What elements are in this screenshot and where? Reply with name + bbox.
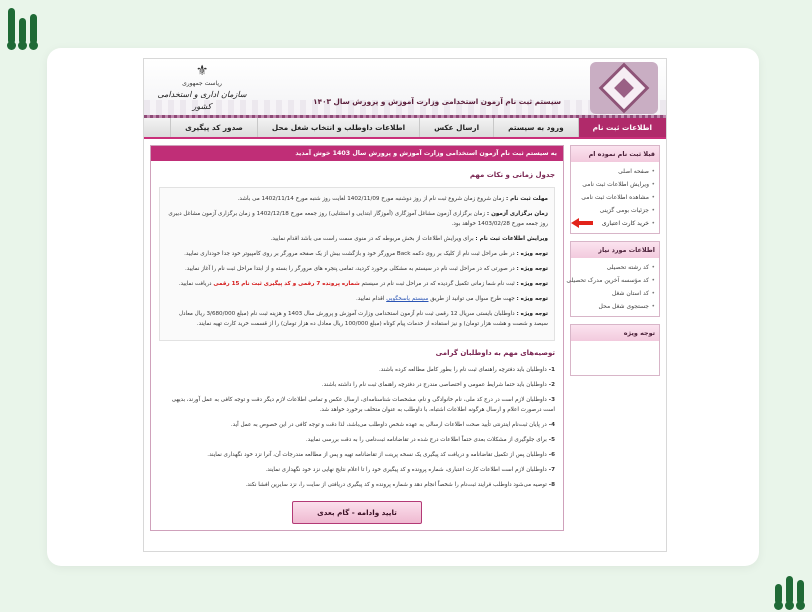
schedule-box bbox=[159, 187, 555, 341]
paragraph: توجه ویژه : در طی مراحل ثبت نام از کلیک بر روی دکمه Back مرورگر خود و بازگشت بیش از یک صفحه مرورگر بر روی کامپیوتر خود جدا خودداری نمایید. bbox=[184, 251, 548, 257]
browser-page bbox=[143, 58, 667, 552]
sidebar bbox=[566, 145, 660, 531]
recommendations-list bbox=[159, 365, 555, 490]
nav-tracking-code[interactable]: صدور کد پیگیری bbox=[170, 117, 257, 137]
section-title-recommendations: توصیه‌های مهم به داوطلبان گرامی bbox=[435, 349, 555, 357]
sidebar-item-label: خرید کارت اعتباری bbox=[601, 220, 649, 227]
list-item: 7-داوطلبان لازم است اطلاعات کارت اعتباری، شماره پرونده و کد پیگیری خود را تا اعلام نتایج نهایی نزد خود نگهداری نمایند. bbox=[265, 467, 555, 473]
list-item: 4-در پایان ثبت‌نام اینترنتی تأیید صحت اطلاعات ارسالی به عهده شخص داوطلب می‌باشد، لذا دقت و توجه کافی در این خصوص به عمل آید. bbox=[230, 422, 555, 428]
sidebar-item-home[interactable]: • صفحه اصلی bbox=[575, 165, 655, 178]
sidebar-box-required-info bbox=[566, 241, 660, 317]
list-item: 6-داوطلبان پس از تکمیل تقاضانامه و دریافت کد پیگیری یک نسخه پرینت از تقاضانامه تهیه و پس از مطالعه مندرجات آن، آنرا نزد خود نگهداری نمایند. bbox=[207, 452, 555, 458]
brand-logo-bottom-right bbox=[775, 576, 804, 604]
confirm-next-button[interactable]: تایید وادامه - گام بعدی bbox=[292, 501, 422, 524]
org-subtitle: ریاست جمهوری bbox=[182, 80, 222, 87]
paragraph: زمان برگزاری آزمون : زمان برگزاری آزمون مشاغل آموزگاری (آموزگار ابتدایی و استثنایی) روز جمعه مورخ 1402/12/18 و زمان برگزاری آزمون مشاغل دبیری روز جمعه مورخ 1403/02/28 خواهد بود. bbox=[168, 211, 548, 227]
paragraph: ویرایش اطلاعات ثبت نام : برای ویرایش اطلاعات از بخش مربوطه که در منوی سمت راست می باشد اقدام نمایید. bbox=[270, 236, 548, 242]
sidebar-item-buy-card[interactable] bbox=[575, 217, 655, 230]
nav-send-photo[interactable]: ارسال عکس bbox=[419, 117, 493, 137]
site-logo bbox=[590, 62, 658, 114]
paragraph: توجه ویژه : ثبت نام شما زمانی تکمیل گردیده که در مراحل ثبت نام در سیستم شماره پرونده 7 رقمی و کد پیگیری ثبت نام 15 رقمی دریافت نمایید. bbox=[178, 281, 548, 287]
sidebar-item-edit-info[interactable]: • ویرایش اطلاعات ثبت نامی bbox=[575, 178, 655, 191]
sidebar-box-title: اطلاعات مورد نیاز bbox=[571, 242, 659, 258]
highlight-text: شماره پرونده 7 رقمی و کد پیگیری ثبت نام 15 رقمی bbox=[213, 281, 360, 287]
support-system-link[interactable]: سیستم پاسخگویی bbox=[386, 296, 429, 302]
sidebar-item-institute-code[interactable]: • کد مؤسسه آخرین مدرک تحصیلی bbox=[575, 274, 655, 287]
list-item: 2-داوطلبان باید حتما شرایط عمومی و اختصاصی مندرج در دفترچه راهنمای ثبت نام را داشته باشند. bbox=[321, 382, 555, 388]
paragraph: توجه ویژه : در صورتی که در مراحل ثبت نام در سیستم به مشکلی برخورد کردید، تمامی پنجره های مرورگر را بسته و از ابتدا مراحل ثبت نام را آغاز نمایید. bbox=[185, 266, 548, 272]
list-item: 1-داوطلبان باید دفترچه راهنمای ثبت نام را بطور کامل مطالعه کرده باشند. bbox=[379, 367, 555, 373]
sidebar-box-special-note bbox=[570, 324, 660, 376]
brand-logo-top-left bbox=[8, 8, 37, 44]
emblem-icon: ⚜ bbox=[195, 63, 209, 79]
sidebar-item-province-code[interactable]: • کد استان شغل bbox=[575, 287, 655, 300]
welcome-header: به سیستم ثبت نام آزمون استخدامی وزارت آموزش و پرورش سال 1403 خوش آمدید bbox=[151, 146, 563, 161]
sidebar-box-title: قبلا ثبت نام نموده ام bbox=[571, 146, 659, 162]
main-nav bbox=[144, 117, 666, 139]
sidebar-item-job-search[interactable]: • جستجوی شغل محل bbox=[575, 300, 655, 313]
org-name: سازمان اداری و استخدامی کشور bbox=[157, 90, 247, 111]
sidebar-item-native-details[interactable]: • جزئیات بومی گزینی bbox=[575, 204, 655, 217]
red-arrow-icon bbox=[571, 218, 593, 228]
nav-applicant-info[interactable]: اطلاعات داوطلب و انتخاب شغل محل bbox=[257, 117, 419, 137]
sidebar-box-registered bbox=[570, 145, 660, 234]
section-title-schedule: جدول زمانی و نکات مهم bbox=[469, 171, 555, 179]
nav-registration-info[interactable]: اطلاعات ثبت نام bbox=[578, 117, 666, 137]
sidebar-item-view-info[interactable]: • مشاهده اطلاعات ثبت نامی bbox=[575, 191, 655, 204]
paragraph: توجه ویژه : داوطلبان بایستی سریال 12 رقمی ثبت نام آزمون استخدامی وزارت آموزش و پرورش سال 1403 و هزینه ثبت نام (مبلغ 3/680/000 ریال معادل سیصد و شصت و هشت هزار تومان) و نیز استفاده از خدمات پیام کوتاه (مبلغ 100/000 ریال معادل ده هزار تومان) را از قسمت خرید کارت تهیه نمایند. bbox=[178, 311, 548, 327]
paragraph: توجه ویژه : جهت طرح سوال می توانید از طریق سیستم پاسخگویی اقدام نمایید. bbox=[355, 296, 548, 302]
org-logo bbox=[152, 63, 252, 111]
main-panel bbox=[150, 145, 564, 531]
nav-login[interactable]: ورود به سیستم bbox=[493, 117, 578, 137]
paragraph: مهلت ثبت نام : زمان شروع زمان شروع ثبت نام از روز دوشنبه مورخ 1402/11/09 لغایت روز شنبه مورخ 1402/11/14 می باشد. bbox=[237, 196, 548, 202]
sidebar-box-title: توجه ویژه bbox=[571, 325, 659, 341]
sidebar-item-field-code[interactable]: • کد رشته تحصیلی bbox=[575, 261, 655, 274]
list-item: 5-برای جلوگیری از مشکلات بعدی حتماً اطلاعات درج شده در تقاضانامه ثبت‌نامی را به دقت بررسی نمایید. bbox=[305, 437, 555, 443]
banner-title: سیستم ثبت نام آزمون استخدامی وزارت آموزش و پرورش سال ۱۴۰۳ bbox=[313, 97, 561, 106]
list-item: 8-توصیه می‌شود داوطلب فرایند ثبت‌نام را شخصاً انجام دهد و شماره پرونده و کد پیگیری دریافتی از سایت را، نزد سایرین افشا نکند. bbox=[245, 482, 555, 488]
site-banner bbox=[144, 59, 666, 117]
list-item: 3-داوطلبان لازم است در درج کد ملی، نام خانوادگی و نام، مشخصات شناسنامه‌ای، ارسال عکس و تمامی اطلاعات لازم دیگر دقت و توجه کافی به عمل آورند، بدیهی است درصورت اعلام و ارسال هرگونه اطلاعات اشتباه، با داوطلب به عنوان متخلف برخورد خواهد شد. bbox=[171, 397, 555, 413]
